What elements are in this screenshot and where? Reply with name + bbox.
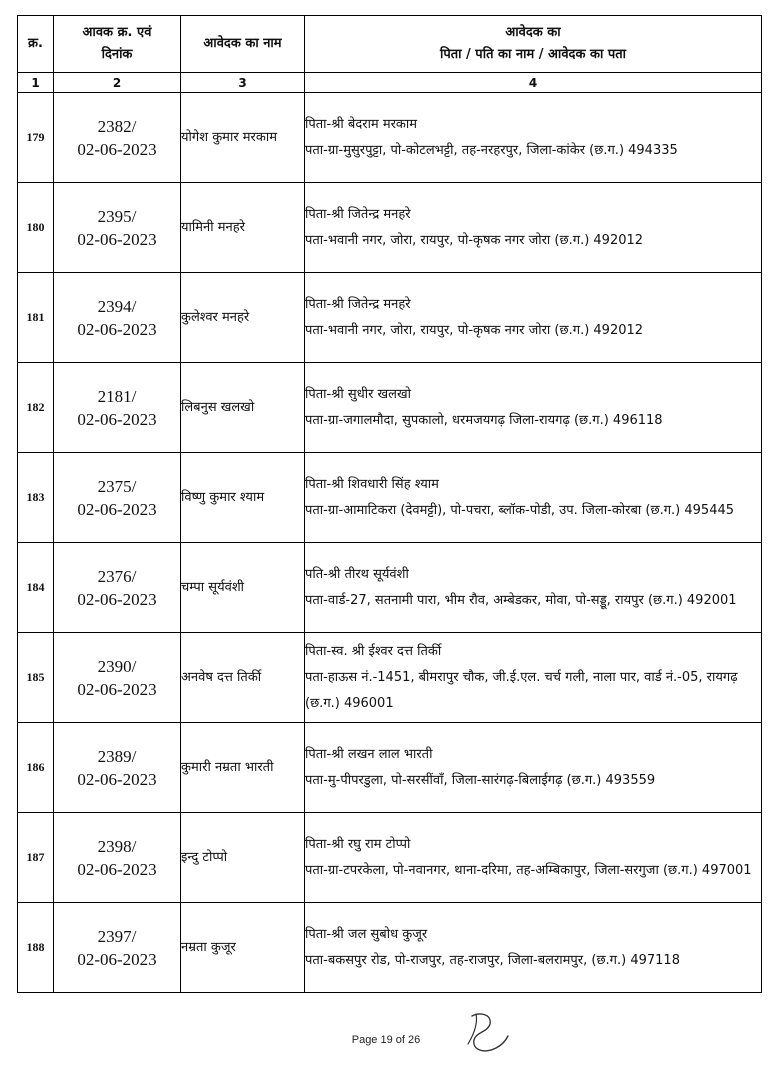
inward-number: 2382/ xyxy=(97,116,137,136)
applicant-details xyxy=(305,813,762,903)
table-row xyxy=(18,633,762,723)
table-row xyxy=(18,543,762,633)
inward-date: 02-06-2023 xyxy=(77,589,157,609)
applicant-address: पता-ग्रा-टपरकेला, पो-नवानगर, थाना-दरिमा, तह-अम्बिकापुर, जिला-सरगुजा (छ.ग.) 497001 xyxy=(305,862,752,878)
applicant-name: कुलेश्वर मनहरे xyxy=(181,273,305,363)
inward-number: 2376/ xyxy=(97,566,137,586)
applicant-details xyxy=(305,363,762,453)
serial-number: 183 xyxy=(18,453,54,543)
table-row xyxy=(18,273,762,363)
applicant-name: विष्णु कुमार श्याम xyxy=(181,453,305,543)
father-husband-name: पिता-श्री रघु राम टोप्पो xyxy=(305,836,411,852)
column-number: 2 xyxy=(54,73,181,93)
header-row xyxy=(18,16,762,73)
serial-number: 185 xyxy=(18,633,54,723)
serial-number: 184 xyxy=(18,543,54,633)
applicant-name: चम्पा सूर्यवंशी xyxy=(181,543,305,633)
applicant-details xyxy=(305,183,762,273)
column-number: 1 xyxy=(18,73,54,93)
applicant-address: पता-ग्रा-आमाटिकरा (देवमट्टी), पो-पचरा, ब्लॉक-पोडी, उप. जिला-कोरबा (छ.ग.) 495445 xyxy=(305,502,735,518)
inward-date: 02-06-2023 xyxy=(77,139,157,159)
header-applicant-name: आवेदक का नाम xyxy=(181,16,305,73)
inward-date: 02-06-2023 xyxy=(77,409,157,429)
inward-number: 2181/ xyxy=(97,386,137,406)
inward-date: 02-06-2023 xyxy=(77,949,157,969)
applicant-address: पता-भवानी नगर, जोरा, रायपुर, पो-कृषक नगर जोरा (छ.ग.) 492012 xyxy=(305,322,644,338)
inward-number: 2394/ xyxy=(97,296,137,316)
applicant-address: पता-वार्ड-27, सतनामी पारा, भीम रौव, अम्बेडकर, मोवा, पो-सड्डू, रायपुर (छ.ग.) 492001 xyxy=(305,592,737,608)
inward-date: 02-06-2023 xyxy=(77,499,157,519)
column-number: 3 xyxy=(181,73,305,93)
father-husband-name: पिता-श्री लखन लाल भारती xyxy=(305,746,433,762)
inward-date: 02-06-2023 xyxy=(77,679,157,699)
applicant-details xyxy=(305,453,762,543)
applicant-name: इन्दु टोप्पो xyxy=(181,813,305,903)
father-husband-name: पिता-श्री सुधीर खलखो xyxy=(305,386,411,402)
inward-cell xyxy=(54,633,181,723)
serial-number: 180 xyxy=(18,183,54,273)
father-husband-name: पिता-श्री शिवधारी सिंह श्याम xyxy=(305,476,439,492)
applicant-name: कुमारी नम्रता भारती xyxy=(181,723,305,813)
applicant-details xyxy=(305,543,762,633)
inward-date: 02-06-2023 xyxy=(77,229,157,249)
applicant-details xyxy=(305,723,762,813)
inward-cell xyxy=(54,273,181,363)
father-husband-name: पति-श्री तीरथ सूर्यवंशी xyxy=(305,566,409,582)
inward-cell xyxy=(54,363,181,453)
father-husband-name: पिता-श्री जितेन्द्र मनहरे xyxy=(305,206,411,222)
table-row xyxy=(18,93,762,183)
header-applicant-details: आवेदक का पिता / पति का नाम / आवेदक का पता xyxy=(305,16,762,73)
applicant-address: पता-बकसपुर रोड, पो-राजपुर, तह-राजपुर, जिला-बलरामपुर, (छ.ग.) 497118 xyxy=(305,952,680,968)
applicant-address: पता-ग्रा-जगालमौदा, सुपकालो, धरमजयगढ़ जिला-रायगढ़ (छ.ग.) 496118 xyxy=(305,412,663,428)
inward-number: 2397/ xyxy=(97,926,137,946)
table-row xyxy=(18,183,762,273)
applicant-details xyxy=(305,903,762,993)
inward-cell xyxy=(54,543,181,633)
inward-cell xyxy=(54,903,181,993)
applicant-details xyxy=(305,273,762,363)
inward-cell xyxy=(54,453,181,543)
applicant-register-table xyxy=(17,15,762,993)
inward-number: 2398/ xyxy=(97,836,137,856)
serial-number: 181 xyxy=(18,273,54,363)
inward-cell xyxy=(54,183,181,273)
serial-number: 179 xyxy=(18,93,54,183)
applicant-address: पता-ग्रा-मुसुरपुट्टा, पो-कोटलभट्टी, तह-नरहरपुर, जिला-कांकेर (छ.ग.) 494335 xyxy=(305,142,678,158)
applicant-name: यामिनी मनहरे xyxy=(181,183,305,273)
inward-number: 2395/ xyxy=(97,206,137,226)
applicant-name: अनवेष दत्त तिर्की xyxy=(181,633,305,723)
inward-cell xyxy=(54,723,181,813)
father-husband-name: पिता-स्व. श्री ईश्वर दत्त तिर्की xyxy=(305,643,442,659)
applicant-address: पता-भवानी नगर, जोरा, रायपुर, पो-कृषक नगर जोरा (छ.ग.) 492012 xyxy=(305,232,644,248)
applicant-details xyxy=(305,633,762,723)
applicant-name: नम्रता कुजूर xyxy=(181,903,305,993)
father-husband-name: पिता-श्री बेदराम मरकाम xyxy=(305,116,418,132)
serial-number: 182 xyxy=(18,363,54,453)
table-row xyxy=(18,813,762,903)
inward-date: 02-06-2023 xyxy=(77,319,157,339)
father-husband-name: पिता-श्री जल सुबोध कुजूर xyxy=(305,926,428,942)
applicant-name: लिबनुस खलखो xyxy=(181,363,305,453)
inward-cell xyxy=(54,813,181,903)
table-row xyxy=(18,723,762,813)
column-number-row xyxy=(18,73,762,93)
header-serial-number: क्र. xyxy=(18,16,54,73)
inward-date: 02-06-2023 xyxy=(77,769,157,789)
table-row xyxy=(18,453,762,543)
applicant-details xyxy=(305,93,762,183)
applicant-name: योगेश कुमार मरकाम xyxy=(181,93,305,183)
table-row xyxy=(18,903,762,993)
applicant-address: पता-हाऊस नं.-1451, बीमरापुर चौक, जी.ई.एल. चर्च गली, नाला पार, वार्ड नं.-05, रायगढ़ (छ.ग.) 496001 xyxy=(305,669,738,711)
inward-number: 2375/ xyxy=(97,476,137,496)
table-row xyxy=(18,363,762,453)
handwritten-signature xyxy=(462,1010,512,1058)
inward-date: 02-06-2023 xyxy=(77,859,157,879)
inward-number: 2389/ xyxy=(97,746,137,766)
father-husband-name: पिता-श्री जितेन्द्र मनहरे xyxy=(305,296,411,312)
serial-number: 188 xyxy=(18,903,54,993)
inward-cell xyxy=(54,93,181,183)
header-inward-number-date: आवक क्र. एवं दिनांक xyxy=(54,16,181,73)
page-number: Page 19 of 26 xyxy=(351,1034,421,1046)
inward-number: 2390/ xyxy=(97,656,137,676)
serial-number: 186 xyxy=(18,723,54,813)
serial-number: 187 xyxy=(18,813,54,903)
column-number: 4 xyxy=(305,73,762,93)
applicant-address: पता-मु-पीपरडुला, पो-सरसींवाँ, जिला-सारंगढ़-बिलाईगढ़ (छ.ग.) 493559 xyxy=(305,772,656,788)
